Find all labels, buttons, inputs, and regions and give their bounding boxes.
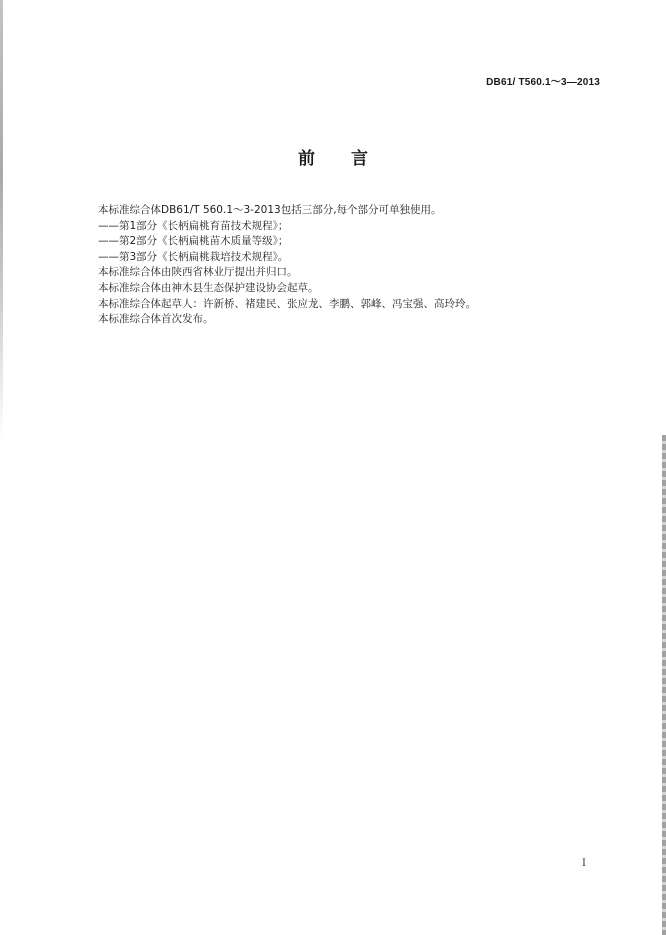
list-item-part-2: ——第2部分《长柄扁桃苗木质量等级》； [98, 235, 289, 248]
paragraph-first-release: 本标准综合体首次发布。 [98, 313, 214, 326]
list-item-part-3: ——第3部分《长柄扁桃栽培技术规程》。 [98, 250, 289, 263]
scan-edge-left [0, 0, 3, 440]
paragraph-scope: 本标准综合体DB61/T 560.1～3-2013包括三部分,每个部分可单独使用。 [98, 204, 442, 216]
page-title: 前言 [298, 149, 404, 169]
foreword-body [98, 203, 598, 328]
list-item-part-1: ——第1部分《长柄扁桃育苗技术规程》； [98, 219, 289, 232]
paragraph-drafters: 本标准综合体起草人：许新桥、褚建民、张应龙、李鹏、郭峰、冯宝强、高玲玲。 [98, 297, 476, 310]
paragraph-proposer: 本标准综合体由陕西省林业厅提出并归口。 [98, 266, 298, 279]
page-number: I [582, 858, 586, 869]
scan-edge-right [662, 435, 666, 935]
document-code: DB61/ T560.1～3—2013 [486, 77, 600, 88]
paragraph-drafting-org: 本标准综合体由神木县生态保护建设协会起草。 [98, 281, 319, 294]
